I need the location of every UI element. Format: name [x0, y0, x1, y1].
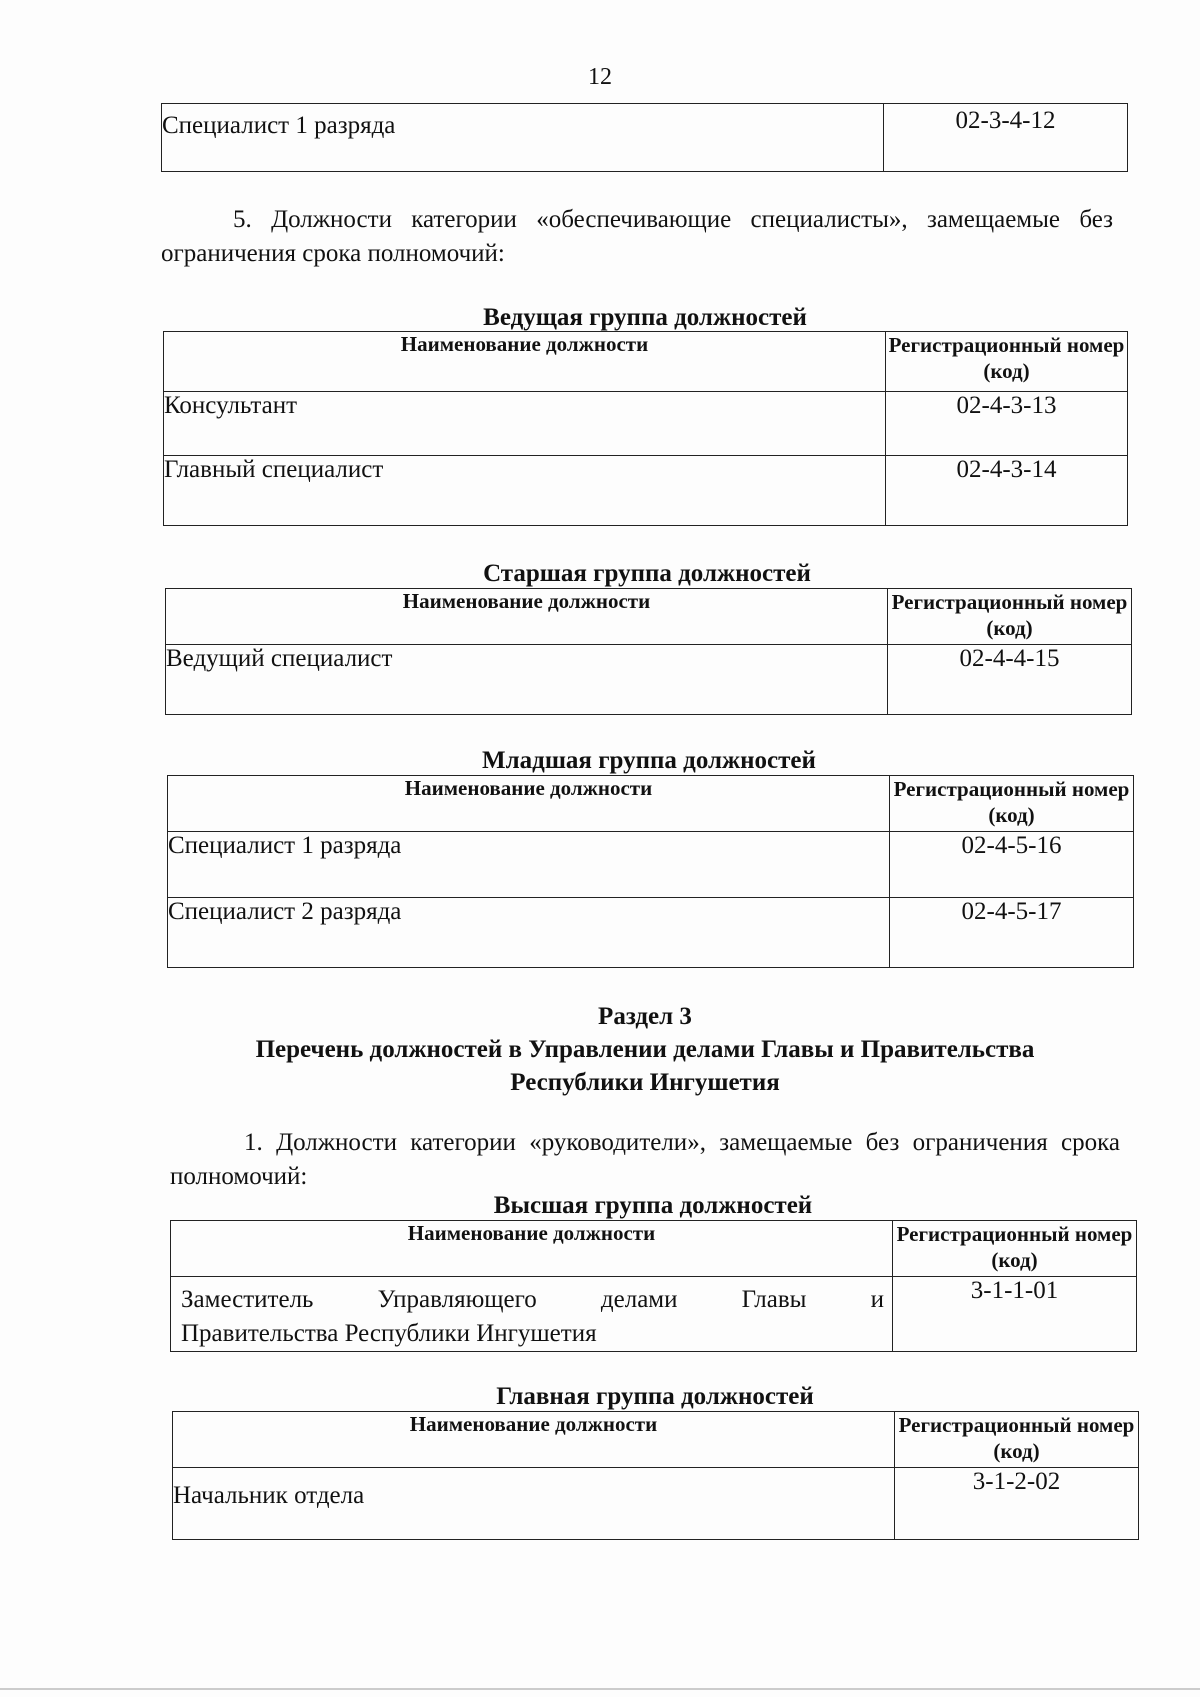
table-leading-group: [163, 331, 1128, 526]
column-header-code: Регистрационный номер (код): [895, 1412, 1139, 1468]
table-highest-group: [170, 1220, 1137, 1352]
section-title-line2: Республики Ингушетия: [510, 1069, 780, 1096]
position-code: 02-4-5-17: [890, 898, 1134, 968]
position-code: 02-4-3-14: [886, 456, 1128, 526]
table-header-row: [171, 1221, 1137, 1277]
scan-edge-line: [0, 1688, 1200, 1690]
column-header-name: Наименование должности: [166, 589, 888, 645]
paragraph-1: 1. Должности категории «руководители», замещаемые без ограничения срока полномочий:: [170, 1129, 1120, 1190]
table-header-row: [166, 589, 1132, 645]
section-label: Раздел 3: [598, 1003, 692, 1030]
position-name-line1: [181, 1283, 884, 1317]
table-row: [171, 1277, 1137, 1352]
position-code: 02-4-4-15: [888, 645, 1132, 715]
table-row: [162, 104, 1128, 172]
table-senior-group: [165, 588, 1132, 715]
column-header-name: Наименование должности: [171, 1221, 893, 1277]
table-row: [164, 392, 1128, 456]
table-row: [168, 832, 1134, 898]
column-header-code: Регистрационный номер (код): [893, 1221, 1137, 1277]
position-name-line2: Правительства Республики Ингушетия: [181, 1320, 597, 1347]
column-header-code: Регистрационный номер (код): [890, 776, 1134, 832]
name-word: Главы: [741, 1286, 807, 1313]
table-header-row: [164, 332, 1128, 392]
position-name: Ведущий специалист: [166, 645, 888, 715]
table-row: [173, 1468, 1139, 1540]
table-row: [166, 645, 1132, 715]
group-title-junior: Младшая группа должностей: [482, 747, 816, 774]
name-word: делами: [600, 1286, 678, 1313]
position-name: Специалист 1 разряда: [162, 104, 884, 172]
position-name: Специалист 1 разряда: [168, 832, 890, 898]
table-junior-group: [167, 775, 1134, 968]
name-word: и: [870, 1286, 884, 1313]
column-header-code: Регистрационный номер (код): [886, 332, 1128, 392]
position-code: 02-4-5-16: [890, 832, 1134, 898]
group-title-senior: Старшая группа должностей: [483, 560, 811, 587]
group-title-highest: Высшая группа должностей: [493, 1192, 813, 1219]
paragraph-5: 5. Должности категории «обеспечивающие специалисты», замещаемые без ограничения срока полномочий:: [161, 206, 1113, 267]
position-code: 02-4-3-13: [886, 392, 1128, 456]
column-header-name: Наименование должности: [173, 1412, 895, 1468]
group-title-main: Главная группа должностей: [496, 1383, 814, 1410]
name-word: Управляющего: [377, 1286, 537, 1313]
table-header-row: [173, 1412, 1139, 1468]
continuation-table: [161, 103, 1128, 172]
table-row: [164, 456, 1128, 526]
column-header-name: Наименование должности: [168, 776, 890, 832]
section-title-line1: Перечень должностей в Управлении делами Главы и Правительства: [255, 1036, 1035, 1063]
position-code: 3-1-1-01: [893, 1277, 1137, 1352]
column-header-code: Регистрационный номер (код): [888, 589, 1132, 645]
column-header-name: Наименование должности: [164, 332, 886, 392]
name-word: Заместитель: [181, 1286, 314, 1313]
table-row: [168, 898, 1134, 968]
position-name: Начальник отдела: [173, 1468, 895, 1540]
table-main-group: [172, 1411, 1139, 1540]
position-name: [171, 1277, 893, 1352]
table-header-row: [168, 776, 1134, 832]
group-title-leading: Ведущая группа должностей: [483, 304, 807, 331]
position-code: 02-3-4-12: [884, 104, 1128, 172]
position-code: 3-1-2-02: [895, 1468, 1139, 1540]
position-name: Главный специалист: [164, 456, 886, 526]
position-name: Консультант: [164, 392, 886, 456]
page-number: 12: [588, 64, 612, 90]
position-name: Специалист 2 разряда: [168, 898, 890, 968]
